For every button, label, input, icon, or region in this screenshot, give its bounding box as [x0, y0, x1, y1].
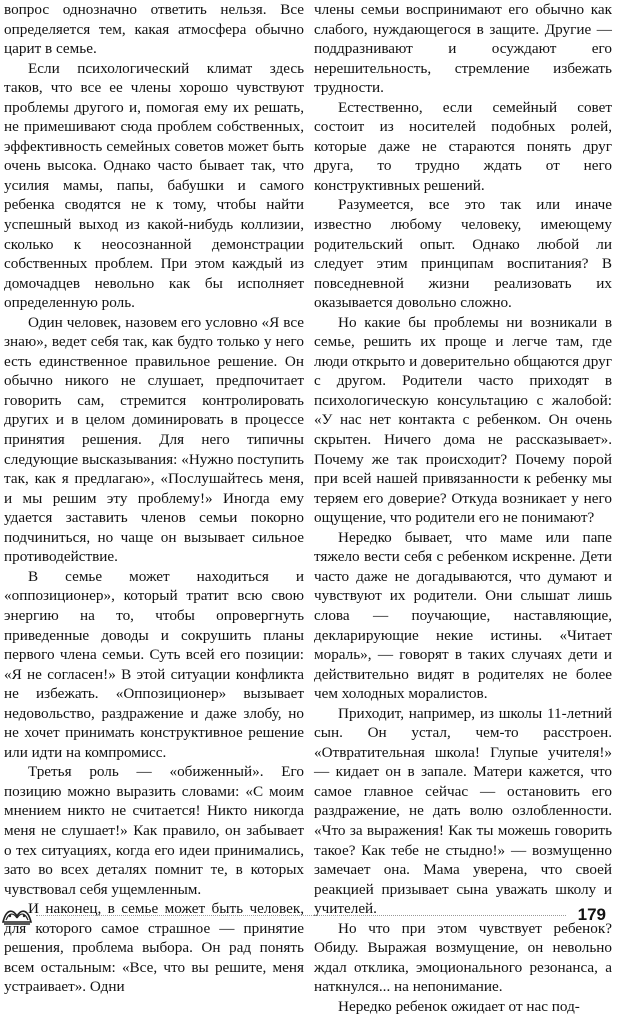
- paragraph: Третья роль — «обиженный». Его позицию можно выразить словами: «С моим мнением никто не считается! Никто никогда меня не слушает!» Как правило, он забывает о тех ситуациях, когда его идеи принимались, зато во всех деталях помнит те, в которых чувствовал себя ущемленным.: [4, 763, 304, 898]
- paragraph: вопрос однозначно ответить нельзя. Все определяется тем, какая атмосфера обычно царит в семье.: [4, 1, 304, 58]
- left-column: [4, 0, 304, 996]
- paragraph: Один человек, назовем его условно «Я все знаю», ведет себя так, как будто только у него есть единственное правильное решение. Он обычно никого не слушает, предпочитает говорить сам, стремится контролировать других и в целом доминировать в процессе принятия решения. Для него типичны следующие высказывания: «Нужно поступить так, как я предлагаю», «Послушайтесь меня, и мы решим эту проблему!» Иногда ему удается заставить членов семьи покорно подчиниться, но чаще он вызывает сильное противодействие.: [4, 313, 304, 566]
- paragraph: Нередко бывает, что маме или папе тяжело вести себя с ребенком искренне. Дети часто даже не догадываются, что думают и чувствуют их родители. Они слышат лишь слова — поучающие, наставляющие, декларирующие некие истины. «Читает мораль», — говорят в таких случаях дети и действительно видят в родителях не более чем холодных моралистов.: [314, 528, 612, 703]
- paragraph: В семье может находиться и «оппозиционер», который тратит всю свою энергию на то, чтобы опровергнуть приведенные доводы и сокрушить планы первого члена семьи. Суть всей его позиции: «Я не согласен!» В этой ситуации конфликта не избежать. «Оппозиционер» вызывает недовольство, раздражение и даже злобу, но не хочет принимать конструктивное решение или идти на компромисс.: [4, 567, 304, 761]
- paragraph: Но что при этом чувствует ребенок? Обиду. Выражая возмущение, он невольно ждал отклика, эмоционального резонанса, а наткнулся... на непонимание.: [314, 919, 612, 996]
- paragraph: Но какие бы проблемы ни возникали в семье, решить их проще и легче там, где люди открыто и доверительно общаются друг с другом. Родители часто приходят в психологическую консультацию с жалобой: «У нас нет контакта с ребенком. Он очень скрытен. Ничего дома не рассказывает». Почему же так происходит? Почему порой при всей нашей привязанности к ребенку мы теряем его доверие? Откуда возникает у него ощущение, что родители его не понимают?: [314, 313, 612, 527]
- paragraph: Нередко ребенок ожидает от нас под-: [338, 997, 580, 1015]
- book-ornament-icon: [0, 902, 34, 928]
- page-number: 179: [577, 905, 606, 924]
- paragraph: Если психологический климат здесь таков, что все ее члены хорошо чувствуют проблемы другого и, помогая ему их решать, не примешивают сюда проблем собственных, эффективность семейных советов может быть очень высока. Однако часто бывает так, что усилия мамы, папы, бабушки и самого ребенка сводятся не к тому, чтобы найти успешный выход из какой-нибудь коллизии, сколько к неосознанной демонстрации собственных проблем. При этом каждый из домочадцев невольно как бы исполняет определенную роль.: [4, 59, 304, 312]
- paragraph: Естественно, если семейный совет состоит из носителей подобных ролей, которые даже не стараются понять друг друга, то трудно ждать от него конструктивных решений.: [314, 98, 612, 194]
- paragraph: Приходит, например, из школы 11-летний сын. Он устал, чем-то расстроен. «Отвратительная школа! Глупые учителя!» — кидает он в запале. Матери кажется, что самое главное сейчас — остановить его раздражение, не дать волю озлобленности. «Что за выражения! Как ты можешь говорить такое? Как тебе не стыдно!» — возмущенно замечает она. Мама уверена, что своей реакцией призывает сына уважать школу и учителей.: [314, 704, 612, 918]
- paragraph: члены семьи воспринимают его обычно как слабого, нуждающегося в защите. Другие — поддразнивают и осуждают его нерешительность, стремление избежать трудности.: [314, 1, 612, 97]
- paragraph: Разумеется, все это так или иначе известно любому человеку, имеющему родительский опыт. Однако любой ли следует этим принципам воспитания? В повседневной жизни реализовать их оказывается довольно сложно.: [314, 196, 612, 312]
- footer-divider: [36, 915, 566, 916]
- paragraph: И наконец, в семье может быть человек, для которого самое страшное — принятие решения, проблема выбора. Он рад понять всем остальным: «Все, что вы решите, меня устраивает». Одни: [4, 900, 304, 996]
